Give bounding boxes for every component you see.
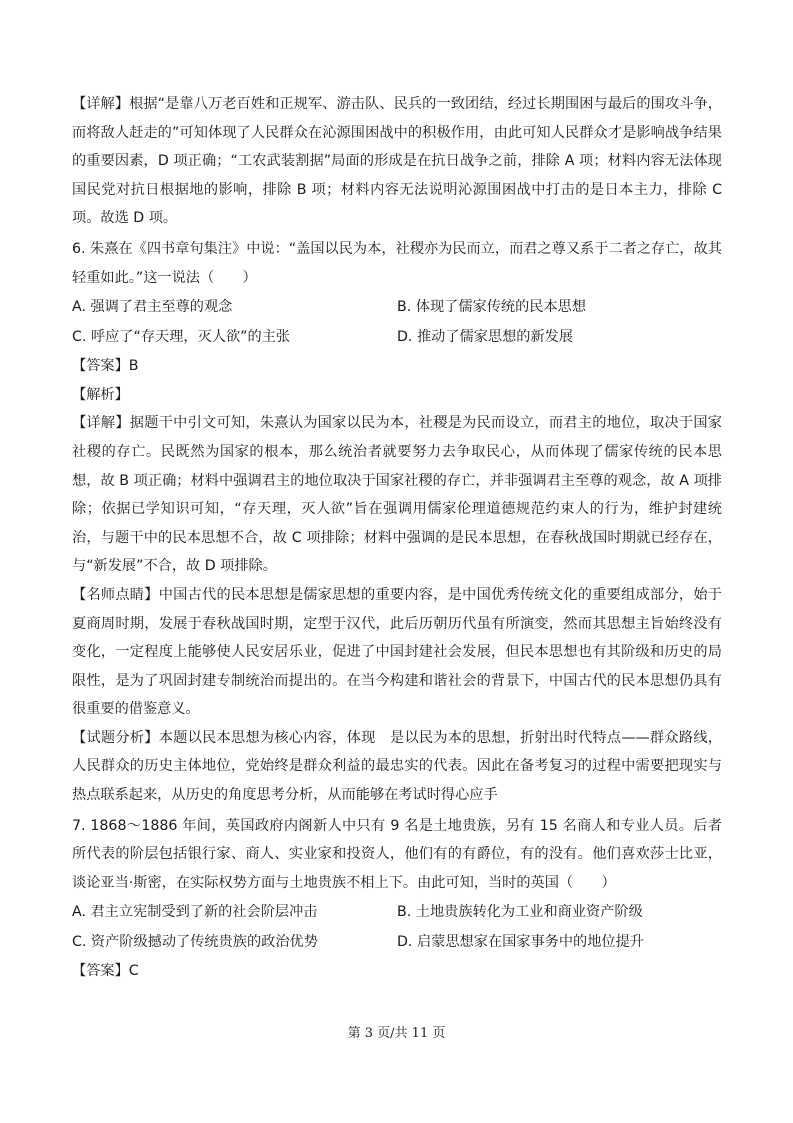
option-a: A. 强调了君主至尊的观念 [72, 299, 233, 316]
option-d: D. 启蒙思想家在国家事务中的地位提升 [397, 934, 644, 951]
question-6-analysis-label: 【解析】 [72, 386, 129, 403]
page-footer: 第 3 页/共 11 页 [347, 1026, 446, 1041]
option-a: A. 君主立宪制受到了新的社会阶层冲击 [72, 904, 318, 921]
option-c: C. 呼应了“存天理，灭人欲”的主张 [72, 329, 291, 346]
question-6-test-analysis: 【试题分析】本题以民本思想为核心内容，体现 是以民为本的思想，折射出时代特点——群众路线，人民群众的历史主体地位，党始终是群众利益的最忠实的代表。因此在备考复习的过程中需要把现实与热点联系起来，从历史的角度思考分析，从而能够在考试时得心应手 [72, 729, 722, 804]
detail-paragraph-q5: 【详解】根据“是靠八万老百姓和正规军、游击队、民兵的一致团结，经过长期围困与最后的围攻斗争，而将敌人赶走的”可知体现了人民群众在沁源围困战中的积极作用，由此可知人民群众才是影响战争结果的重要因素，D 项正确；“工农武装割据”局面的形成是在抗日战争之前，排除 A 项；材料内容无法体现国民党对抗日根据地的影响，排除 B 项；材料内容无法说明沁源围困战中打击的是日本主力，排除 C 项。故选 D 项。 [72, 96, 722, 227]
option-b: B. 土地贵族转化为工业和商业资产阶级 [397, 904, 643, 921]
question-7-options [72, 897, 722, 957]
option-d: D. 推动了儒家思想的新发展 [397, 329, 574, 346]
question-6-detail: 【详解】据题干中引文可知，朱熹认为国家以民为本，社稷是为民而设立，而君主的地位，取决于国家社稷的存亡。民既然为国家的根本，那么统治者就要努力去争取民心，从而体现了儒家传统的民本思想，故 B 项正确；材料中强调君主的地位取决于国家社稷的存亡，并非强调君主至尊的观念，故 A 项排除；依据已学知识可知，“存天理，灭人欲”旨在强调用儒家伦理道德规范约束人的行为，维护封建统治，与题干中的民本思想不合，故 C 项排除；材料中强调的是民本思想，在春秋战国时期就已经存在，与“新发展”不合，故 D 项排除。 [72, 415, 722, 575]
question-6-stem: 6. 朱熹在《四书章句集注》中说：“盖国以民为本，社稷亦为民而立，而君之尊又系于二者之存亡，故其轻重如此。”这一说法（ ） [72, 240, 722, 286]
question-6-options [72, 292, 722, 352]
option-c: C. 资产阶级撼动了传统贵族的政治优势 [72, 934, 318, 951]
question-6-answer: 【答案】B [72, 358, 139, 375]
question-6-teacher-tip: 【名师点睛】中国古代的民本思想是儒家思想的重要内容，是中国优秀传统文化的重要组成部分，始于夏商周时期，发展于春秋战国时期，定型于汉代，此后历朝历代虽有所演变，然而其思想主旨始终没有变化，一定程度上能够使人民安居乐业，促进了中国封建社会发展，但民本思想也有其阶级和历史的局限性，是为了巩固封建专制统治而提出的。在当今构建和谐社会的背景下，中国古代的民本思想仍具有很重要的借鉴意义。 [72, 586, 722, 718]
option-b: B. 体现了儒家传统的民本思想 [397, 299, 587, 316]
question-7-answer: 【答案】C [72, 963, 139, 980]
question-7-stem: 7. 1868～1886 年间，英国政府内阁新人中只有 9 名是土地贵族，另有 15 名商人和专业人员。后者所代表的阶层包括银行家、商人、实业家和投资人，他们有的有爵位，有的没有。他们喜欢莎士比亚，谈论亚当·斯密，在实际权势方面与土地贵族不相上下。由此可知，当时的英国（ ） [72, 817, 722, 891]
page-content [72, 90, 722, 986]
